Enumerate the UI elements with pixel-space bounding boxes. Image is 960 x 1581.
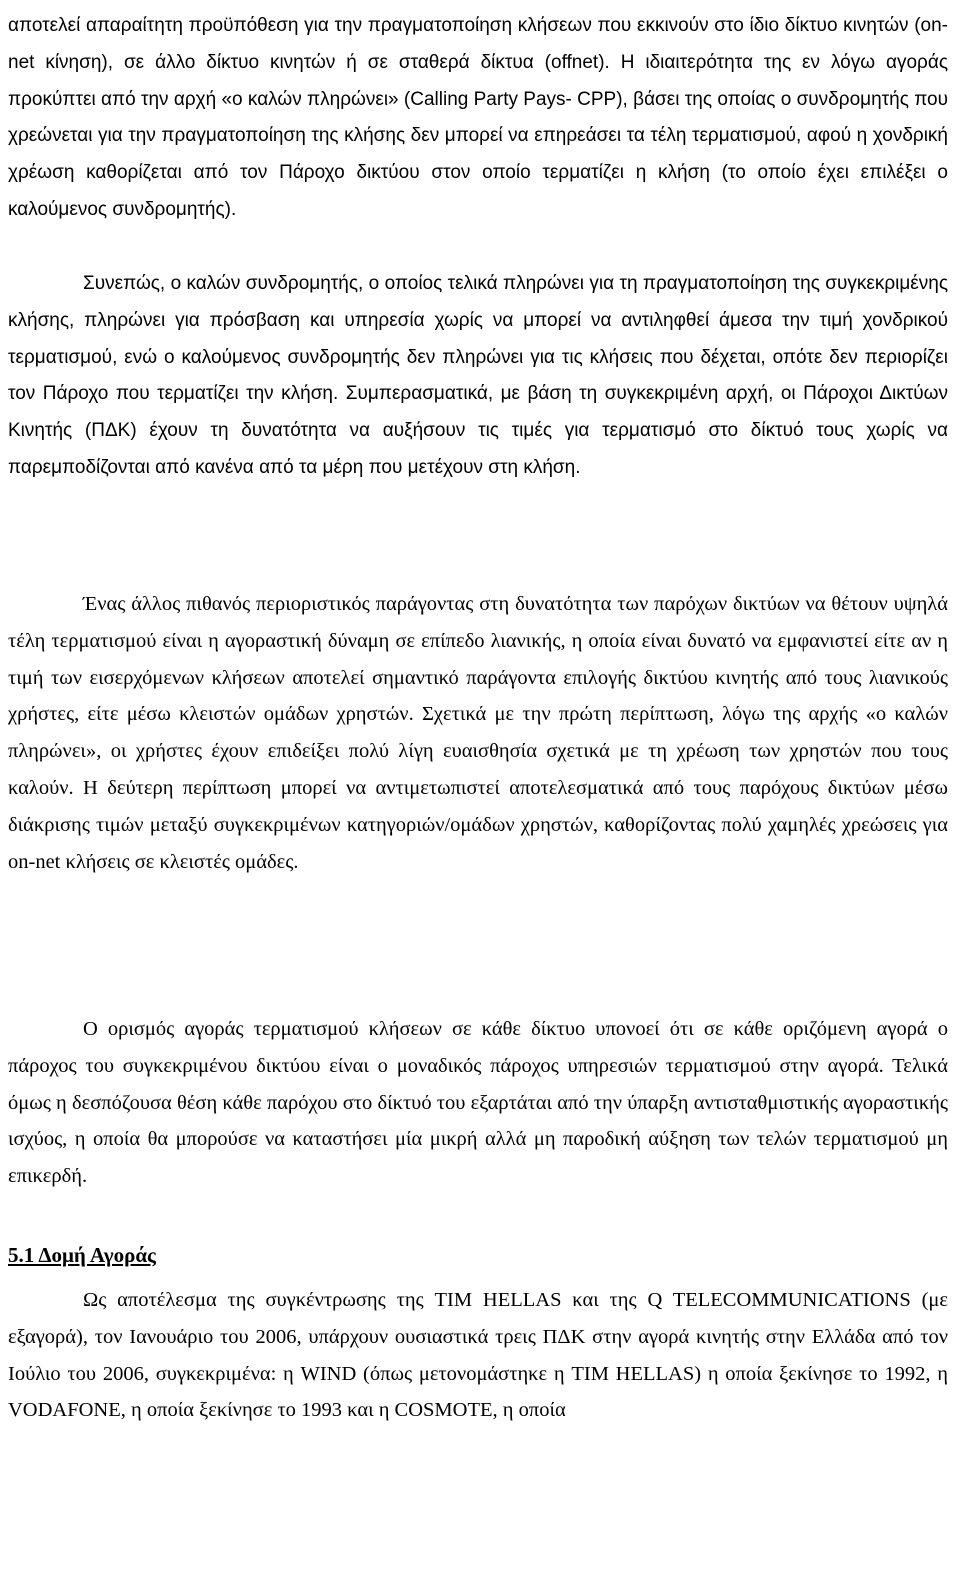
paragraph-calling-subscriber: Συνεπώς, ο καλών συνδρομητής, ο οποίος τελικά πληρώνει για τη πραγματοποίηση της συγκεκριμένης κλήσης, πληρώνει για πρόσβαση και υπηρεσία χωρίς να μπορεί να αντιληφθεί άμεσα την τιμή χονδρικού τερματισμού, ενώ ο καλούμενος συνδρομητής δεν πληρώνει για τις κλήσεις που δέχεται, οπότε δεν περιορίζει τον Πάροχο που τερματίζει την κλήση. Συμπερασματικά, με βάση τη συγκεκριμένη αρχή, οι Πάροχοι Δικτύων Κινητής (ΠΔΚ) έχουν τη δυνατότητα να αυξήσουν τις τιμές για τερματισμό στο δίκτυό τους χωρίς να παρεμποδίζονται από κανένα από τα μέρη που μετέχουν στη κλήση. — [8, 273, 948, 478]
paragraph-market-structure: Ως αποτέλεσμα της συγκέντρωσης της TIM HELLAS και της Q TELECOMMUNICATIONS (με εξαγορά), τον Ιανουάριο του 2006, υπάρχουν ουσιαστικά τρεις ΠΔΚ στην αγορά κινητής στην Ελλάδα από τον Ιούλιο του 2006, συγκεκριμένα: η WIND (όπως μετονομάστηκε η TIM HELLAS) η οποία ξεκίνησε το 1992, η VODAFONE, η οποία ξεκίνησε το 1993 και η COSMOTE, η οποία — [8, 1289, 948, 1422]
paragraph-market-definition: Ο ορισμός αγοράς τερματισμού κλήσεων σε κάθε δίκτυο υπονοεί ότι σε κάθε οριζόμενη αγορά ο πάροχος του συγκεκριμένου δικτύου είναι ο μοναδικός πάροχος υπηρεσιών τερματισμού στην αγορά. Τελικά όμως η δεσπόζουσα θέση κάθε παρόχου στο δίκτυό του εξαρτάται από την ύπαρξη αντισταθμιστικής αγοραστικής ισχύος, η οποία θα μπορούσε να καταστήσει μία μικρή αλλά μη παροδική αύξηση των τελών τερματισμού μη επικερδή. — [8, 1018, 948, 1188]
paragraph-termination-intro: αποτελεί απαραίτητη προϋπόθεση για την πραγματοποίηση κλήσεων που εκκινούν στο ίδιο δίκτυο κινητών (on-net κίνηση), σε άλλο δίκτυο κινητών ή σε σταθερά δίκτυα (offnet). Η ιδιαιτερότητα της εν λόγω αγοράς προκύπτει από την αρχή «ο καλών πληρώνει» (Calling Party Pays- CPP), βάσει της οποίας ο συνδρομητής που χρεώνεται για την πραγματοποίηση της κλήσης δεν μπορεί να επηρεάσει τα τέλη τερματισμού, αφού η χονδρική χρέωση καθορίζεται από τον Πάροχο δικτύου στον οποίο τερματίζει η κλήση (το οποίο έχει επιλέξει ο καλούμενος συνδρομητής). — [8, 15, 948, 220]
paragraph-retail-buying-power: Ένας άλλος πιθανός περιοριστικός παράγοντας στη δυνατότητα των παρόχων δικτύων να θέτουν υψηλά τέλη τερματισμού είναι η αγοραστική δύναμη σε επίπεδο λιανικής, η οποία είναι δυνατό να εμφανιστεί είτε αν η τιμή των εισερχόμενων κλήσεων αποτελεί σημαντικό παράγοντα επιλογής δικτύου κινητής από τους λιανικούς χρήστες, είτε μέσω κλειστών ομάδων χρηστών. Σχετικά με την πρώτη περίπτωση, λόγω της αρχής «ο καλών πληρώνει», οι χρήστες έχουν επιδείξει πολύ λίγη ευαισθησία σχετικά με τη χρέωση των χρηστών που τους καλούν. Η δεύτερη περίπτωση μπορεί να αντιμετωπιστεί αποτελεσματικά από τους παρόχους δικτύων μέσω διάκρισης τιμών μεταξύ συγκεκριμένων κατηγοριών/ομάδων χρηστών, καθορίζοντας πολύ χαμηλές χρεώσεις για on-net κλήσεις σε κλειστές ομάδες. — [8, 593, 948, 873]
section-heading: 5.1 Δομή Αγοράς — [8, 1243, 156, 1267]
